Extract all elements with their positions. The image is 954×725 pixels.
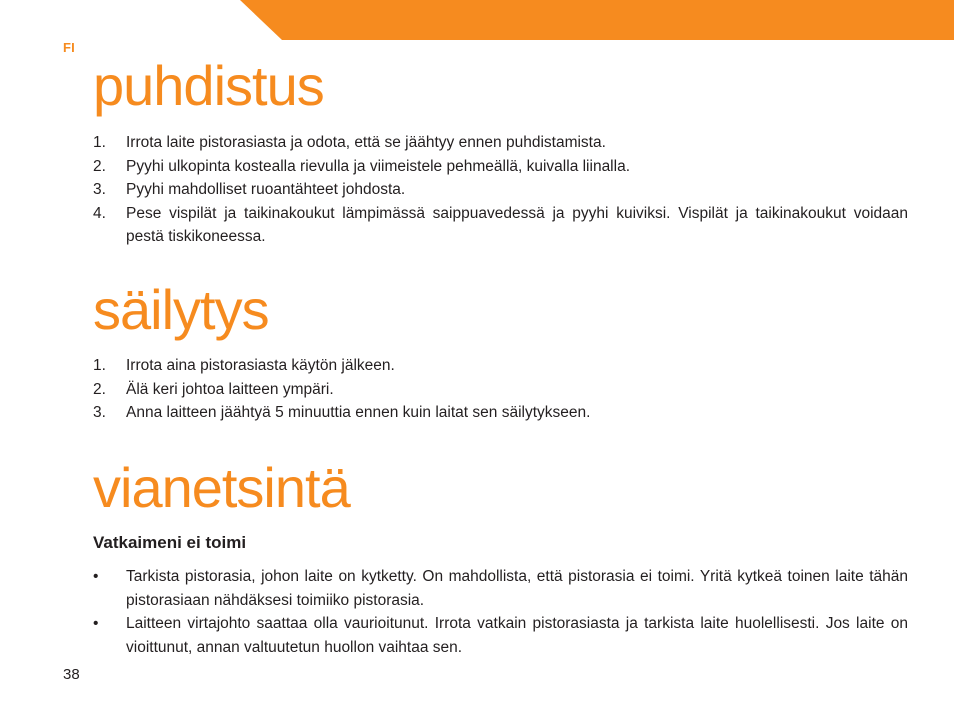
- list-item: [93, 202, 908, 249]
- language-tag: FI: [63, 40, 75, 55]
- list-item-text: Laitteen virtajohto saattaa olla vaurioitunut. Irrota vatkain pistorasiasta ja tarkista laite huolellisesti. Jos laite on vioittunut, annan valtuutetun huollon vaihtaa sen.: [126, 615, 908, 656]
- page-number: 38: [63, 666, 80, 683]
- bullet-marker: •: [93, 568, 99, 585]
- list-item-text: Pyyhi mahdolliset ruoantähteet johdosta.: [126, 181, 406, 198]
- list-item: [93, 565, 908, 612]
- section-title-puhdistus: puhdistus: [93, 54, 324, 117]
- list-item: [93, 178, 908, 202]
- list-item-text: Irrota laite pistorasiasta ja odota, että se jäähtyy ennen puhdistamista.: [126, 134, 606, 151]
- list-item: [93, 612, 908, 659]
- list-item-text: Tarkista pistorasia, johon laite on kytketty. On mahdollista, että pistorasia ei toimi. Yritä kytkeä toinen laite tähän pistorasiaan nähdäksesi toimiiko pistorasia.: [126, 568, 908, 609]
- section-title-vianetsinta: vianetsintä: [93, 456, 350, 519]
- header-accent-bar: [0, 0, 954, 40]
- list-item-text: Älä keri johtoa laitteen ympäri.: [126, 380, 334, 398]
- list-item: [93, 401, 908, 425]
- troubleshooting-subheading: Vatkaimeni ei toimi: [93, 533, 247, 552]
- list-item-number: 3.: [93, 404, 106, 421]
- list-item-text: Irrota aina pistorasiasta käytön jälkeen.: [126, 357, 395, 374]
- section-title-sailytys: säilytys: [93, 278, 269, 341]
- list-item-text: Anna laitteen jäähtyä 5 minuuttia ennen kuin laitat sen säilytykseen.: [126, 404, 591, 421]
- list-item-text: Pese vispilät ja taikinakoukut lämpimässä saippuavedessä ja pyyhi kuiviksi. Vispilät ja taikinakoukut voidaan pestä tiskikoneessa.: [126, 204, 908, 245]
- list-item-number: 4.: [93, 204, 106, 222]
- list-item-number: 1.: [93, 134, 106, 151]
- list-item-number: 2.: [93, 380, 106, 398]
- list-item-text: Pyyhi ulkopinta kostealla rievulla ja viimeistele pehmeällä, kuivalla liinalla.: [126, 157, 630, 175]
- list-item-number: 1.: [93, 357, 106, 374]
- troubleshooting-list: [93, 565, 908, 659]
- list-item-number: 2.: [93, 157, 106, 175]
- storage-steps-list: [93, 354, 908, 425]
- bullet-marker: •: [93, 615, 99, 632]
- list-item: [93, 354, 908, 378]
- cleaning-steps-list: [93, 131, 908, 249]
- list-item-number: 3.: [93, 181, 106, 198]
- list-item: [93, 131, 908, 155]
- list-item: [93, 155, 908, 179]
- list-item: [93, 378, 908, 402]
